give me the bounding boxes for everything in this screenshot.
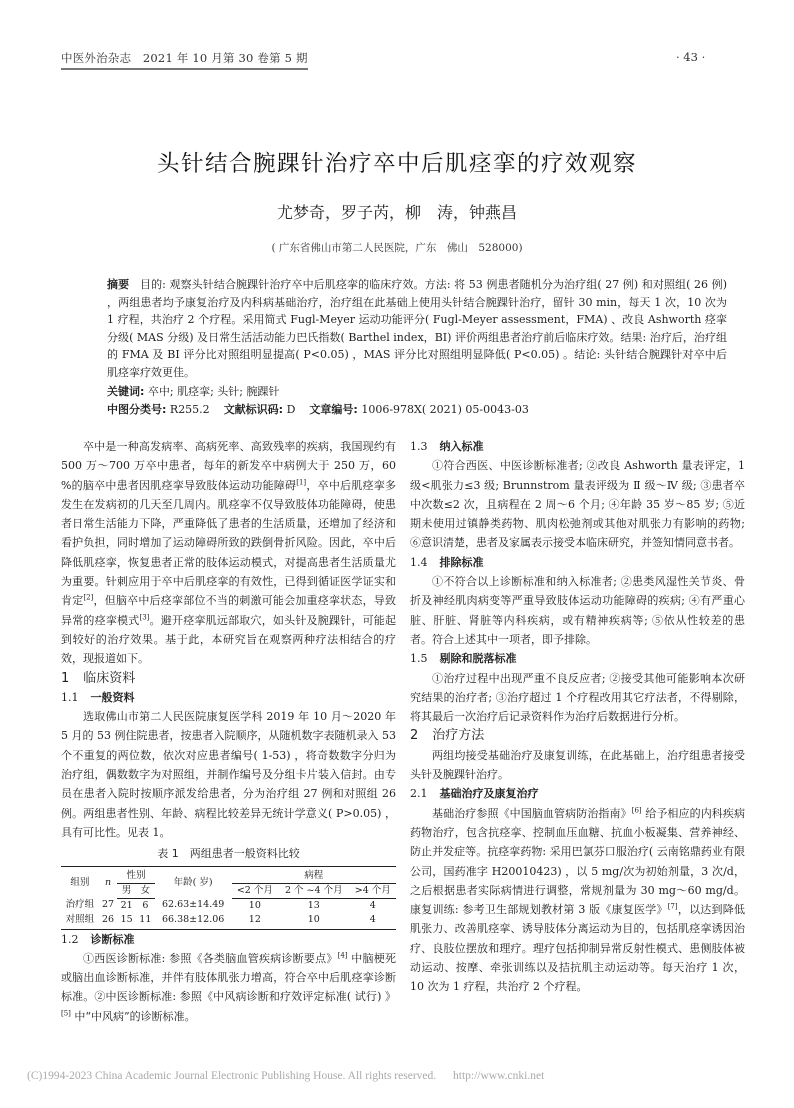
col-header-lt2: <2 个月 <box>232 883 278 898</box>
cell-mid: 13 <box>307 899 320 911</box>
article-no-label: 文章编号: <box>309 403 358 417</box>
col-header-gt4: >4 个月 <box>350 883 397 898</box>
body-text: 给予相应的内科疾病药物治疗，包含抗痉挛、控制血压血糖、抗血小板凝集、营养神经、防止并发症等。抗痉挛药物: 采用巴氯芬口服治疗( 云南铭鼎药业有限公司，国药准字 H20010423) ，以 5 mg/次为初始剂量，3 次/d，之后根据患者实际病情进行调整，常规剂量为 30 mg～60 mg/d。康复训练: 参考卫生部规划教材第 3 版《康复医学》 <box>410 806 745 917</box>
section-1-1-paragraph: 选取佛山市第二人民医院康复医学科 2019 年 10 月～2020 年 5 月的 53 例住院患者，按患者入院顺序，从随机数字表随机录入 53 个不重复的两位数，依次对应患者编号( 1-53) ，将奇数数字分归为治疗组，偶数数字为对照组，并制作编号及分组卡片装入信封。由专员在患者入院时按顺序派发给患者，分为治疗组 27 例和对照组 26 例。两组患者性别、年龄、病程比较差异无统计学意义( P>0.05) ，具有可比性。见表 1。 <box>61 710 396 839</box>
section-title: 临床资料 <box>83 670 136 686</box>
cell-gt4: 4 <box>350 913 397 930</box>
section-number: 1.5 <box>410 652 428 666</box>
footer-url[interactable]: http://www.cnki.net <box>453 1070 545 1082</box>
cell-gt4: 4 <box>369 899 376 911</box>
col-header-mid: 2 个 ~4 个月 <box>278 883 349 898</box>
table-row <box>61 898 396 913</box>
section-heading-1 <box>61 669 396 688</box>
intro-text: ，但脑卒中后痉挛部位不当的刺激可能会加重痉挛状态，导致异常的痉挛模式 <box>61 594 397 627</box>
clc-value: R255.2 <box>169 403 210 417</box>
section-heading-1-2 <box>61 930 396 949</box>
cell-n: 26 <box>99 913 118 930</box>
keywords-label: 关键词: <box>107 384 145 398</box>
col-header-n: n <box>99 866 118 898</box>
article-no-value: 1006-978X( 2021) 05-0043-03 <box>361 403 529 417</box>
section-heading-1-5 <box>410 649 745 668</box>
journal-header: 中医外治杂志 2021 年 10 月第 30 卷第 5 期 <box>61 50 308 70</box>
citation-ref[interactable]: [6] <box>631 805 642 814</box>
section-heading-2 <box>410 726 745 745</box>
cell-lt2: 10 <box>248 899 261 911</box>
table-caption: 表 1 两组患者一般资料比较 <box>157 847 300 861</box>
section-title: 排除标准 <box>439 555 484 569</box>
copyright-footer <box>27 1070 544 1082</box>
section-heading-2-1 <box>410 784 745 803</box>
body-text: ①西医诊断标准: 参照《各类脑血管疾病诊断要点》 <box>83 951 338 965</box>
col-header-male: 男 <box>117 883 136 898</box>
body-text: 中“中风病”的诊断标准。 <box>70 1009 196 1023</box>
section-2-paragraph: 两组均接受基础治疗及康复训练，在此基础上，治疗组患者接受头针及腕踝针治疗。 <box>410 748 745 782</box>
right-column <box>410 437 745 997</box>
body-text: 基础治疗参照《中国脑血管病防治指南》 <box>432 806 632 820</box>
col-header-age: 年龄( 岁) <box>155 866 232 898</box>
col-header-group: 组别 <box>61 866 99 898</box>
section-1-2-paragraph <box>61 949 396 1026</box>
cell-mid: 10 <box>278 913 349 930</box>
citation-ref[interactable]: [2] <box>83 593 94 602</box>
cell-age: 66.38±12.06 <box>155 913 232 930</box>
intro-text: 卒中是一种高发病率、高病死率、高致残率的疾病，我国现约有 500 万～700 万卒中患者，每年的新发卒中病例大于 250 万，60 %的脑卒中患者因肌痉挛导致肢体运动功能障碍 <box>61 440 396 492</box>
section-title: 一般资料 <box>90 690 135 704</box>
citation-ref[interactable]: [1] <box>296 477 307 486</box>
section-2-1-paragraph <box>410 804 745 997</box>
cell-male: 15 <box>117 913 136 930</box>
section-number: 1 <box>61 670 70 686</box>
section-1-3-paragraph: ①符合西医、中医诊断标准者; ②改良 Ashworth 量表评定，1 级<肌张力≤3 级; Brunnstrom 量表评级为 Ⅱ 级～Ⅳ 级; ③患者卒中次数≤2 次，且病程在 2 周～6 个月; ④年龄 35 岁～85 岁; ⑤近期未使用过镇静类药物、肌肉松弛剂或其他对肌张力有影响的药物; ⑥意识清楚，患者及家属表示接受本临床研究，并签知情同意书者。 <box>410 459 745 550</box>
cell-age: 62.63±14.49 <box>161 899 225 911</box>
section-number: 2 <box>410 728 419 744</box>
abstract-text: 目的: 观察头针结合腕踝针治疗卒中后肌痉挛的临床疗效。方法: 将 53 例患者随机分为治疗组( 27 例) 和对照组( 26 例) ，两组患者均予康复治疗及内科病基础治疗，治疗组在此基础上使用头针结合腕踝针治疗，留针 30 min，每天 1 次，10 次为 1 疗程，共治疗 2 个疗程。采用简式 Fugl-Meyer 运动功能评分( Fugl-Meyer assessment，FMA) 、改良 Ashworth 痉挛分级( MAS 分级) 及日常生活活动能力巴氏指数( Barthel index，BI) 评价两组患者治疗前后临床疗效。结果: 治疗后，治疗组的 FMA 及 BI 评分比对照组明显提高( P<0.05) ，MAS 评分比对照组明显降低( P<0.05) 。结论: 头针结合腕踝针对卒中后肌痉挛疗效更佳。 <box>107 278 728 379</box>
cell-group: 治疗组 <box>65 899 95 911</box>
body-text: 中脑梗死或脑出血诊断标准，并伴有肢体肌张力增高，符合卒中后肌痉挛诊断标准。②中医诊断标准: 参照《中风病诊断和疗效评定标准( 试行) 》 <box>61 951 397 1004</box>
cell-male: 21 <box>120 899 133 911</box>
doc-code-value: D <box>286 403 296 417</box>
keywords-text: 卒中; 肌痉挛; 头针; 腕踝针 <box>147 384 280 398</box>
col-header-sex: 性别 <box>117 866 154 883</box>
citation-ref[interactable]: [5] <box>61 1009 71 1018</box>
citation-ref[interactable]: [7] <box>667 902 678 911</box>
intro-paragraph <box>61 437 396 669</box>
col-header-course: 病程 <box>232 866 396 883</box>
clc-label: 中图分类号: <box>107 403 167 417</box>
doc-code-label: 文献标识码: <box>223 403 284 417</box>
section-title: 剔除和脱落标准 <box>439 652 517 666</box>
cell-group: 对照组 <box>61 913 99 930</box>
article-title: 头针结合腕踝针治疗卒中后肌痉挛的疗效观察 <box>156 151 637 177</box>
abstract-label: 摘要 <box>107 278 130 291</box>
section-number: 1.1 <box>61 690 79 704</box>
left-column <box>61 437 396 1026</box>
cell-female: 11 <box>136 913 155 930</box>
section-title: 诊断标准 <box>90 932 135 946</box>
cell-female: 6 <box>142 899 149 911</box>
body-text: ，以达到降低肌张力、改善肌痉挛、诱导肢体分离运动为目的，包括肌痉挛诱因治疗、良肢位摆放和理疗。理疗包括抑制异常反射性模式、患侧肢体被动运动、按摩、牵张训练以及拮抗肌主动运动等。每天治疗 1 次，10 次为 1 疗程，共治疗 2 个疗程。 <box>410 903 745 994</box>
cell-n: 27 <box>101 899 115 911</box>
section-heading-1-1 <box>61 688 396 707</box>
col-header-female: 女 <box>136 883 155 898</box>
article-authors: 尤梦奇，罗子芮，柳 涛，钟燕昌 <box>276 203 517 222</box>
section-number: 1.4 <box>410 555 428 569</box>
intro-text: ，卒中后肌痉挛多发生在发病初的几天至几周内。肌痉挛不仅导致肢体功能障碍，使患者日常生活能力下降，严重降低了患者的生活质量，还增加了经济和看护负担，同时增加了运动障碍所致的跌倒骨折风险。因此，卒中后降低肌痉挛，恢复患者正常的肢体运动模式，对提高患者生活质量尤为重要。针刺应用于卒中后肌痉挛的有效性，已得到循证医学证实和肯定 <box>61 478 396 608</box>
classification-line <box>107 401 727 419</box>
baseline-table <box>61 866 396 930</box>
section-number: 2.1 <box>410 787 428 801</box>
section-title: 基础治疗及康复治疗 <box>439 787 539 801</box>
copyright-text: (C)1994-2023 China Academic Journal Electronic Publishing House. All rights reserved. <box>27 1070 437 1082</box>
intro-text: 。避开痉挛肌远部取穴，如头针及腕踝针，可能起到较好的治疗效果。基于此，本研究旨在观察两种疗法相结合的疗效，现报道如下。 <box>61 613 397 666</box>
table-row <box>61 913 396 930</box>
section-title: 治疗方法 <box>432 728 485 744</box>
cell-lt2: 12 <box>232 913 278 930</box>
section-number: 1.3 <box>410 440 428 453</box>
citation-ref[interactable]: [4] <box>337 951 348 960</box>
article-affiliation: ( 广东省佛山市第二人民医院，广东 佛山 528000) <box>271 242 523 254</box>
section-1-4-paragraph: ①不符合以上诊断标准和纳入标准者; ②患类风湿性关节炎、骨折及神经肌肉病变等严重导致肢体运动功能障碍的疾病; ④有严重心脏、肝脏、肾脏等内科疾病，或有精神疾病等; ⑤依从性较差的患者。符合上述其中一项者，即予排除。 <box>410 575 745 646</box>
section-heading-1-4 <box>410 553 745 572</box>
section-number: 1.2 <box>61 932 79 946</box>
section-heading-1-3 <box>410 437 745 456</box>
abstract-paragraph <box>107 276 727 382</box>
abstract-block <box>107 276 727 419</box>
keywords-line <box>107 383 727 401</box>
page-number: · 43 · <box>676 50 706 64</box>
section-title: 纳入标准 <box>439 440 484 453</box>
citation-ref[interactable]: [3] <box>139 613 150 622</box>
section-1-5-paragraph: ①治疗过程中出现严重不良反应者; ②接受其他可能影响本次研究结果的治疗者; ③治疗超过 1 个疗程改用其它疗法者，不得剔除，将其最后一次治疗后记录资料作为治疗后数据进行分析。 <box>410 671 745 724</box>
